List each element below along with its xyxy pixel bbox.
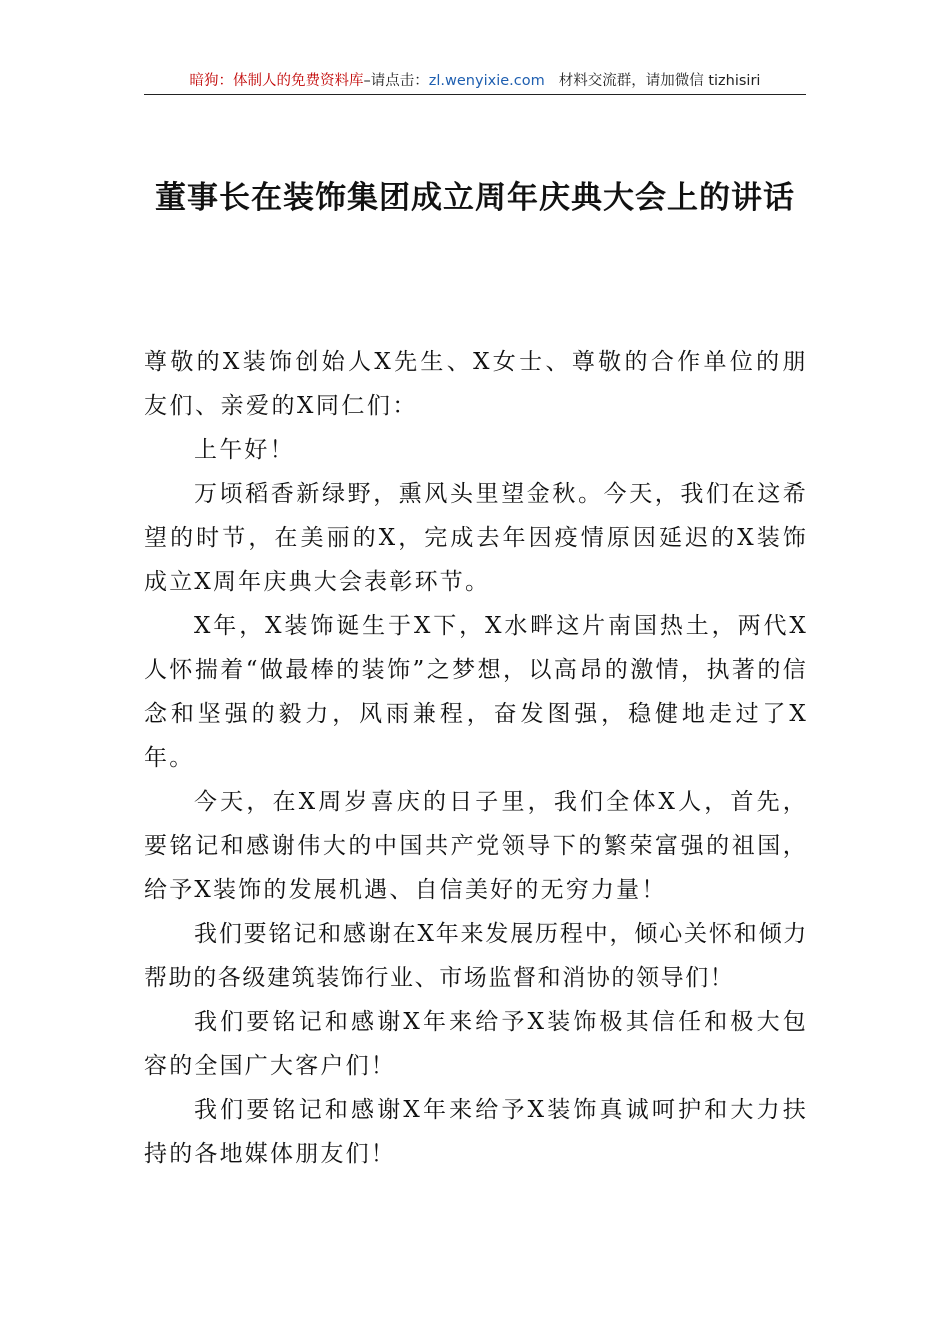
paragraph: 今天，在X周岁喜庆的日子里，我们全体X人，首先，要铭记和感谢伟大的中国共产党领导下的繁荣富强的祖国，给予X装饰的发展机遇、自信美好的无穷力量！ — [144, 789, 808, 903]
paragraph: X年，X装饰诞生于X下，X水畔这片南国热土，两代X人怀揣着“做最棒的装饰”之梦想，以高昂的激情，执著的信念和坚强的毅力，风雨兼程，奋发图强，稳健地走过了X年。 — [144, 613, 808, 771]
paragraph: 我们要铭记和感谢在X年来发展历程中，倾心关怀和倾力帮助的各级建筑装饰行业、市场监督和消协的领导们！ — [144, 921, 808, 991]
page-header — [144, 70, 806, 95]
salutation: 尊敬的X装饰创始人X先生、X女士、尊敬的合作单位的朋友们、亲爱的X同仁们： — [144, 349, 808, 419]
document-body — [144, 340, 808, 1176]
site-link[interactable]: zl.wenyixie.com — [428, 73, 545, 89]
greeting: 上午好！ — [194, 437, 295, 463]
paragraph: 我们要铭记和感谢X年来给予X装饰极其信任和极大包容的全国广大客户们！ — [144, 1009, 808, 1079]
paragraph: 我们要铭记和感谢X年来给予X装饰真诚呵护和大力扶持的各地媒体朋友们！ — [144, 1097, 808, 1167]
wechat-note: 材料交流群，请加微信 tizhisiri — [558, 73, 761, 89]
document-title: 董事长在装饰集团成立周年庆典大会上的讲话 — [155, 180, 795, 216]
click-prompt: –请点击： — [363, 73, 429, 89]
brand-label: 暗狗：体制人的免费资料库 — [189, 73, 364, 89]
paragraph: 万顷稻香新绿野，熏风头里望金秋。今天，我们在这希望的时节，在美丽的X，完成去年因疫情原因延迟的X装饰成立X周年庆典大会表彰环节。 — [144, 481, 808, 595]
